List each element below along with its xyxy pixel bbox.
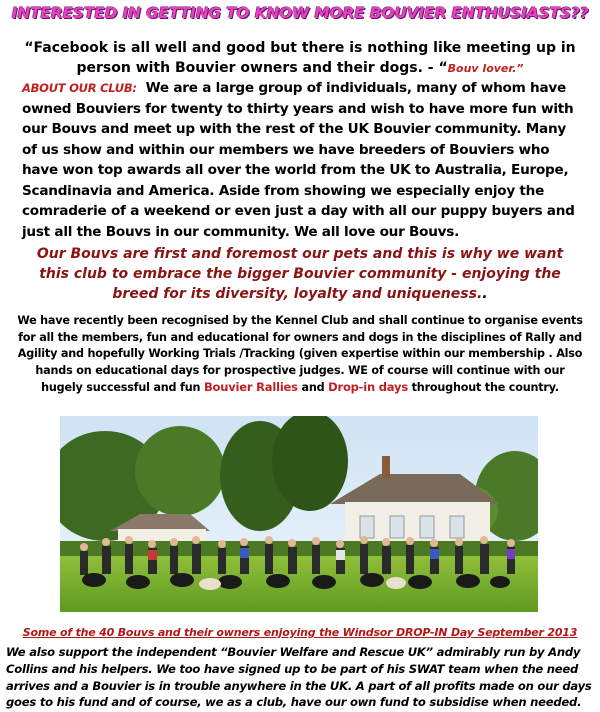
pets-trail: . xyxy=(482,286,488,302)
pets-statement xyxy=(20,244,580,304)
kennel-text-2: and xyxy=(297,381,329,394)
kennel-text-1: We have recently been recognised by the Kennel Club and shall continue to organise events for all the members, fun and educational for owners and dogs in the disciplines of Rally and Agility and hopefully Working Trials /Tracking (given expertise within our membership . Also hands on educational days for prospective judges. WE of course will continue with our hugely successful and fun xyxy=(17,314,583,394)
quote-text: “Facebook is all well and good but there is nothing like meeting up in person with Bouvier owners and their dogs. - “ xyxy=(24,40,576,76)
pets-text: Our Bouvs are first and foremost our pets and this is why we want this club to embrace the bigger Bouvier community - enjoying the breed for its diversity, loyalty and uniqueness. xyxy=(36,246,564,302)
kennel-text-3: throughout the country. xyxy=(407,381,559,394)
facebook-quote xyxy=(20,38,580,79)
about-label: ABOUT OUR CLUB: xyxy=(22,81,137,95)
about-club-paragraph xyxy=(22,78,584,242)
about-text: We are a large group of individuals, many of whom have owned Bouviers for twenty to thirty years and wish to have more fun with our Bouvs and meet up with the rest of the UK Bouvier community. Many of us show and within our members we have breeders of Bouviers who have won top awards all over the world from the UK to Australia, Europe, Scandinavia and America. Aside from showing we especially enjoy the comraderie of a weekend or even just a day with all our puppy buyers and just all the Bouvs in our community. We all love our Bouvs. xyxy=(22,80,575,240)
welfare-paragraph: We also support the independent “Bouvier Welfare and Rescue UK” admirably run by Andy Collins and his helpers. We too have signed up to be part of his SWAT team when the need arrives and a Bouvier is in trouble anywhere in the UK. A part of all profits made on our days goes to his fund and of course, we as a club, have our own fund to subsidise when needed. xyxy=(6,645,592,710)
photo-caption: Some of the 40 Bouvs and their owners enjoying the Windsor DROP-IN Day September 2013 xyxy=(22,626,578,639)
bouvier-rallies-highlight: Bouvier Rallies xyxy=(203,380,298,394)
page-headline: INTERESTED IN GETTING TO KNOW MORE BOUVIER ENTHUSIASTS?? xyxy=(11,4,589,22)
group-photo-illustration xyxy=(60,416,538,612)
group-photo xyxy=(60,416,538,612)
drop-in-days-highlight: Drop-in days xyxy=(328,380,408,394)
kennel-club-paragraph xyxy=(14,313,586,397)
quote-attribution: Bouv lover.” xyxy=(447,62,524,75)
